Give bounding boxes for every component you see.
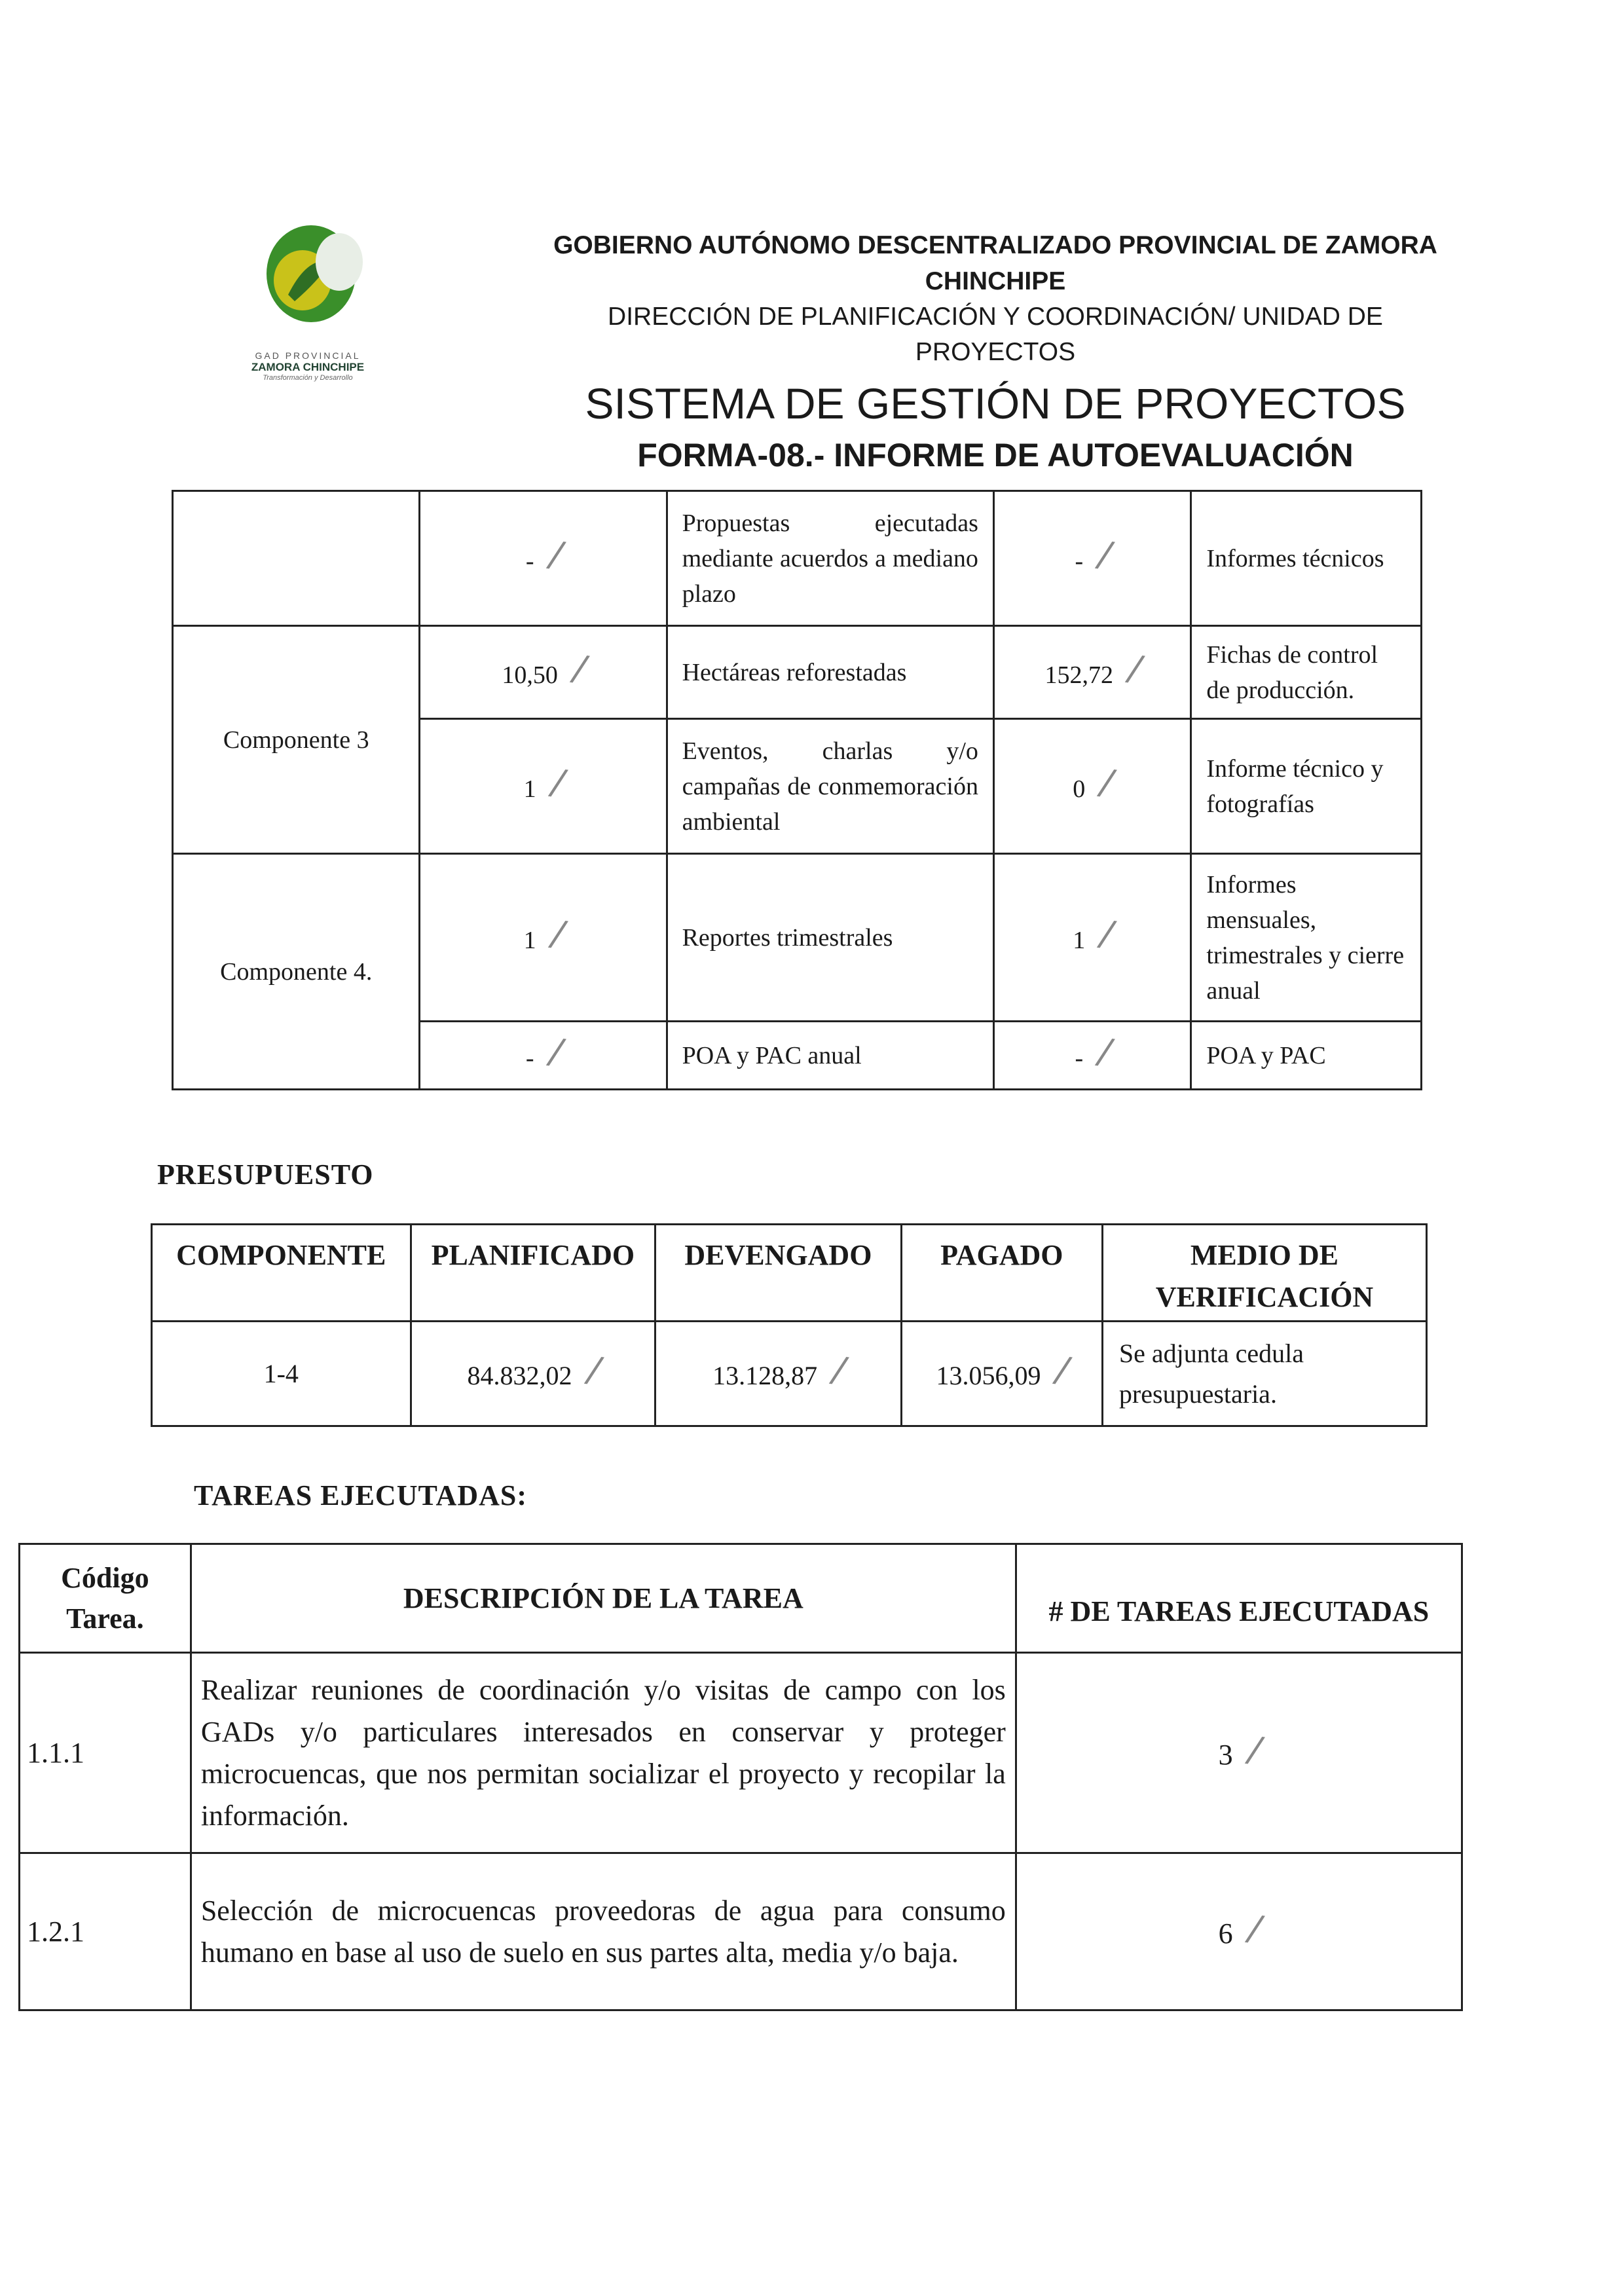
table-row — [173, 626, 1422, 719]
budget-component-cell: 1-4 — [152, 1322, 411, 1426]
tasks-title: TAREAS EJECUTADAS: — [194, 1479, 528, 1511]
tasks-table — [18, 1543, 1463, 2011]
system-title: SISTEMA DE GESTIÓN DE PROYECTOS — [585, 379, 1406, 428]
executed-cell: - / — [993, 1022, 1190, 1090]
form-title: FORMA-08.- INFORME DE AUTOEVALUACIÓN — [637, 437, 1354, 473]
verification-cell: Fichas de control de producción. — [1191, 626, 1422, 719]
indicator-cell: Propuestas ejecutadas mediante acuerdos a mediano plazo — [667, 491, 993, 626]
table-header-row — [152, 1225, 1427, 1322]
table-row — [173, 491, 1422, 626]
budget-verification-cell: Se adjunta cedula presupuestaria. — [1102, 1322, 1426, 1426]
column-header: Código Tarea. — [20, 1544, 191, 1653]
verification-cell: Informes técnicos — [1191, 491, 1422, 626]
budget-title: PRESUPUESTO — [157, 1158, 374, 1191]
budget-planned-cell: 84.832,02 / — [411, 1322, 655, 1426]
table-header-row — [20, 1544, 1462, 1653]
verification-cell: Informes mensuales, trimestrales y cierre anual — [1191, 854, 1422, 1022]
logo — [223, 216, 393, 386]
planned-cell: - / — [420, 491, 667, 626]
task-code-cell: 1.2.1 — [20, 1853, 191, 2010]
department-line-1: DIRECCIÓN DE PLANIFICACIÓN Y COORDINACIÓN/ UNIDAD DE — [608, 303, 1383, 331]
indicator-cell: POA y PAC anual — [667, 1022, 993, 1090]
column-header: # DE TAREAS EJECUTADAS — [1016, 1544, 1462, 1653]
column-header: PLANIFICADO — [411, 1225, 655, 1322]
budget-paid-cell: 13.056,09 / — [901, 1322, 1102, 1426]
column-header: DEVENGADO — [655, 1225, 901, 1322]
table-row — [152, 1322, 1427, 1426]
indicator-cell: Reportes trimestrales — [667, 854, 993, 1022]
budget-table — [151, 1223, 1428, 1427]
table-row — [173, 854, 1422, 1022]
verification-cell: Informe técnico y fotografías — [1191, 719, 1422, 854]
executed-cell: 1 / — [993, 854, 1190, 1022]
department-line-2: PROYECTOS — [915, 338, 1076, 366]
column-header: DESCRIPCIÓN DE LA TAREA — [191, 1544, 1016, 1653]
component-cell: Componente 4. — [173, 854, 420, 1090]
executed-cell: - / — [993, 491, 1190, 626]
table-row — [20, 1853, 1462, 2010]
task-description-cell: Realizar reuniones de coordinación y/o visitas de campo con los GADs y/o particulares interesados en conservar y proteger microcuencas, que nos permitan socializar el proyecto y recopilar la información. — [191, 1653, 1016, 1853]
task-code-cell: 1.1.1 — [20, 1653, 191, 1853]
indicators-table — [172, 490, 1422, 1090]
column-header: MEDIO DE VERIFICACIÓN — [1102, 1225, 1426, 1322]
budget-accrued-cell: 13.128,87 / — [655, 1322, 901, 1426]
logo-emblem-icon — [223, 216, 393, 347]
planned-cell: - / — [420, 1022, 667, 1090]
table-row — [20, 1653, 1462, 1853]
executed-cell: 0 / — [993, 719, 1190, 854]
indicator-cell: Eventos, charlas y/o campañas de conmemoración ambiental — [667, 719, 993, 854]
task-count-cell: 3 / — [1016, 1653, 1462, 1853]
component-cell: Componente 3 — [173, 626, 420, 854]
planned-cell: 1 / — [420, 854, 667, 1022]
logo-text-3: Transformación y Desarrollo — [263, 374, 353, 382]
task-count-cell: 6 / — [1016, 1853, 1462, 2010]
planned-cell: 10,50 / — [420, 626, 667, 719]
verification-cell: POA y PAC — [1191, 1022, 1422, 1090]
institution-line-2: CHINCHIPE — [925, 267, 1066, 295]
task-description-cell: Selección de microcuencas proveedoras de agua para consumo humano en base al uso de suelo en sus partes alta, media y/o baja. — [191, 1853, 1016, 2010]
executed-cell: 152,72 / — [993, 626, 1190, 719]
indicator-cell: Hectáreas reforestadas — [667, 626, 993, 719]
planned-cell: 1 / — [420, 719, 667, 854]
column-header: PAGADO — [901, 1225, 1102, 1322]
column-header: COMPONENTE — [152, 1225, 411, 1322]
component-cell-empty — [173, 491, 420, 626]
institution-line-1: GOBIERNO AUTÓNOMO DESCENTRALIZADO PROVINCIAL DE ZAMORA — [553, 231, 1437, 259]
logo-text-2: ZAMORA CHINCHIPE — [251, 361, 365, 373]
logo-text-1: GAD PROVINCIAL — [255, 350, 361, 361]
